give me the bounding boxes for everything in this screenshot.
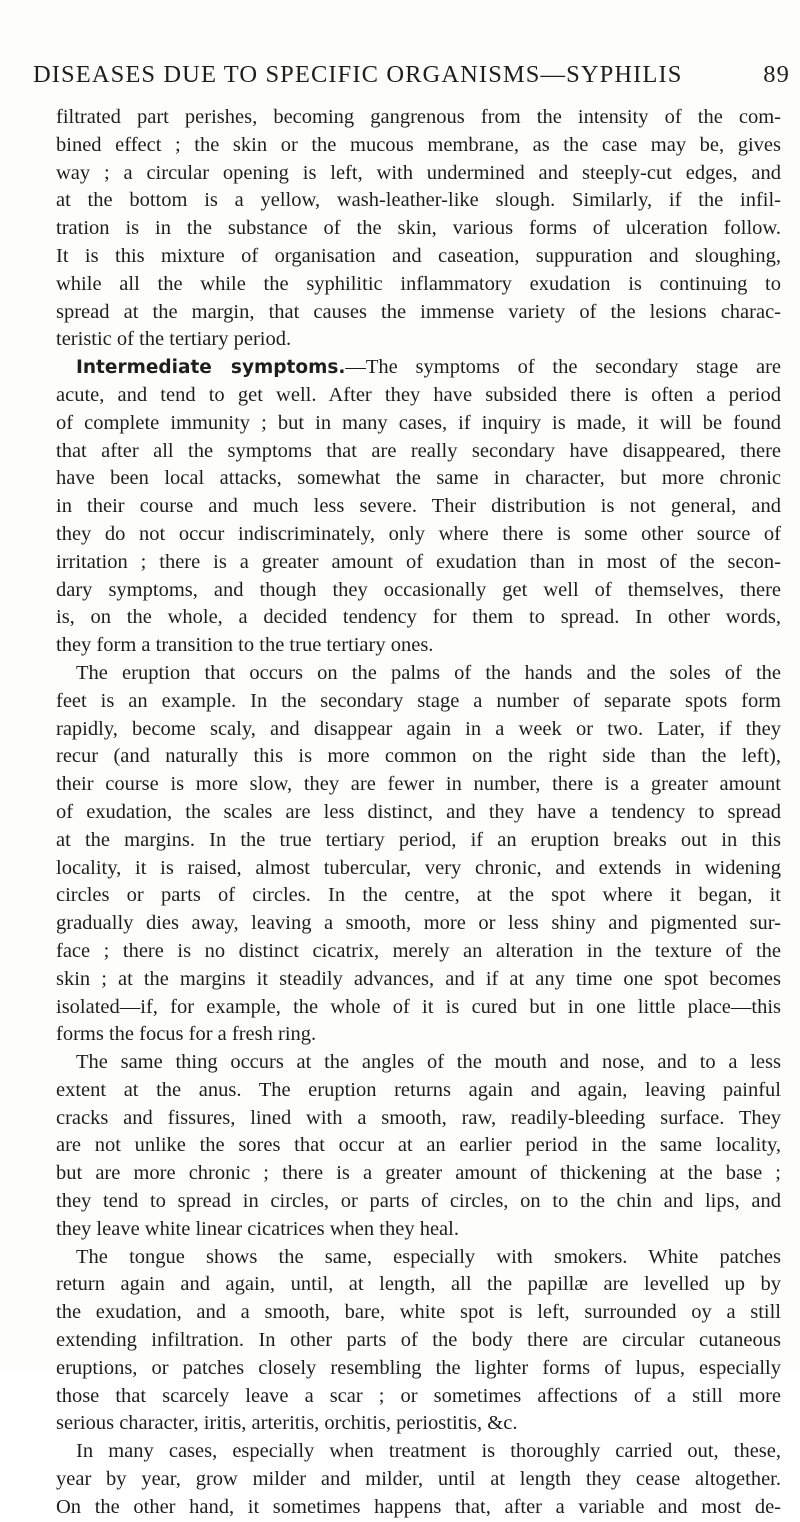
text-line: while all the while the syphilitic inflammatory exudation is continuing to (56, 272, 781, 295)
text-line: that after all the symptoms that are really secondary have disappeared, there (56, 439, 781, 462)
text-line: are not unlike the sores that occur at an earlier period in the same locality, (56, 1134, 781, 1157)
running-head (33, 58, 790, 92)
text-line: they do not occur indiscriminately, only where there is some other source of (56, 522, 781, 545)
section-heading: Intermediate symptoms. (76, 357, 346, 379)
text-line: is, on the whole, a decided tendency for them to spread. In other words, (56, 606, 781, 629)
text-line: tration is in the substance of the skin, various forms of ulceration follow. (56, 217, 781, 240)
text-line: their course is more slow, they are fewer in number, there is a greater amount (56, 773, 781, 796)
text-line: of exudation, the scales are less distinct, and they have a tendency to spread (56, 800, 781, 823)
running-head-title: DISEASES DUE TO SPECIFIC ORGANISMS—SYPHILIS (33, 61, 683, 88)
text-line: acute, and tend to get well. After they have subsided there is often a period (56, 383, 781, 406)
text-line: extent at the anus. The eruption returns again and again, leaving painful (56, 1078, 781, 1101)
text-line: dary symptoms, and though they occasionally get well of themselves, there (56, 578, 781, 601)
text-line: face ; there is no distinct cicatrix, merely an alteration in the texture of the (56, 939, 781, 962)
section-heading-line (56, 354, 781, 382)
text-line: have been local attacks, somewhat the same in character, but more chronic (56, 467, 781, 490)
text-line: locality, it is raised, almost tubercular, very chronic, and extends in widening (56, 856, 781, 879)
text-line: they leave white linear cicatrices when they heal. (56, 1217, 459, 1240)
page-number: 89 (763, 61, 790, 88)
text-line: On the other hand, it sometimes happens that, after a variable and most de- (56, 1495, 781, 1518)
text-line: bined effect ; the skin or the mucous membrane, as the case may be, gives (56, 133, 781, 156)
text-line: those that scarcely leave a scar ; or sometimes affections of a still more (56, 1384, 781, 1407)
text-line: filtrated part perishes, becoming gangrenous from the intensity of the com- (56, 106, 781, 128)
text-line: feet is an example. In the secondary stage a number of separate spots form (56, 689, 781, 712)
text-line: return again and again, until, at length, all the papillæ are levelled up by (56, 1273, 781, 1296)
text-line: isolated—if, for example, the whole of it is cured but in one little place—this (56, 995, 781, 1018)
text-line: In many cases, especially when treatment is thoroughly carried out, these, (76, 1440, 781, 1463)
text-line: eruptions, or patches closely resembling the lighter forms of lupus, especially (56, 1356, 781, 1379)
text-line: at the bottom is a yellow, wash-leather-like slough. Similarly, if the infil- (56, 189, 781, 212)
body-text (56, 104, 781, 1522)
text-line: they tend to spread in circles, or parts of circles, on to the chin and lips, and (56, 1190, 781, 1213)
text-line: forms the focus for a fresh ring. (56, 1023, 317, 1046)
text-line: of complete immunity ; but in many cases, if inquiry is made, it will be found (56, 411, 781, 434)
text-line: rapidly, become scaly, and disappear again in a week or two. Later, if they (56, 717, 781, 740)
text-line: circles or parts of circles. In the centre, at the spot where it began, it (56, 884, 781, 907)
text-line: but are more chronic ; there is a greater amount of thickening at the base ; (56, 1162, 781, 1185)
text-line: in their course and much less severe. Their distribution is not general, and (56, 495, 781, 518)
text-line: extending infiltration. In other parts of the body there are circular cutaneous (56, 1329, 781, 1352)
text-line: spread at the margin, that causes the immense variety of the lesions charac- (56, 300, 781, 323)
text-line: —The symptoms of the secondary stage are (345, 356, 781, 379)
text-line: the exudation, and a smooth, bare, white spot is left, surrounded oy a still (56, 1301, 781, 1324)
text-line: It is this mixture of organisation and caseation, suppuration and sloughing, (56, 244, 781, 267)
text-line: recur (and naturally this is more common on the right side than the left), (56, 745, 781, 768)
text-line: way ; a circular opening is left, with undermined and steeply-cut edges, and (56, 161, 781, 184)
text-line: skin ; at the margins it steadily advances, and if at any time one spot becomes (56, 967, 781, 990)
text-line: year by year, grow milder and milder, until at length they cease altogether. (56, 1468, 781, 1491)
text-line: at the margins. In the true tertiary period, if an eruption breaks out in this (56, 828, 781, 851)
text-line: cracks and fissures, lined with a smooth, raw, readily-bleeding surface. They (56, 1106, 781, 1129)
text-line: gradually dies away, leaving a smooth, more or less shiny and pigmented sur- (56, 912, 781, 935)
text-line: serious character, iritis, arteritis, orchitis, periostitis, &c. (56, 1412, 518, 1435)
text-line: The tongue shows the same, especially with smokers. White patches (76, 1245, 781, 1268)
text-line: The eruption that occurs on the palms of the hands and the soles of the (76, 661, 781, 684)
text-line: teristic of the tertiary period. (56, 328, 292, 351)
text-line: they form a transition to the true tertiary ones. (56, 634, 434, 657)
text-line: irritation ; there is a greater amount of exudation than in most of the secon- (56, 550, 781, 573)
text-line: The same thing occurs at the angles of the mouth and nose, and to a less (76, 1051, 781, 1074)
